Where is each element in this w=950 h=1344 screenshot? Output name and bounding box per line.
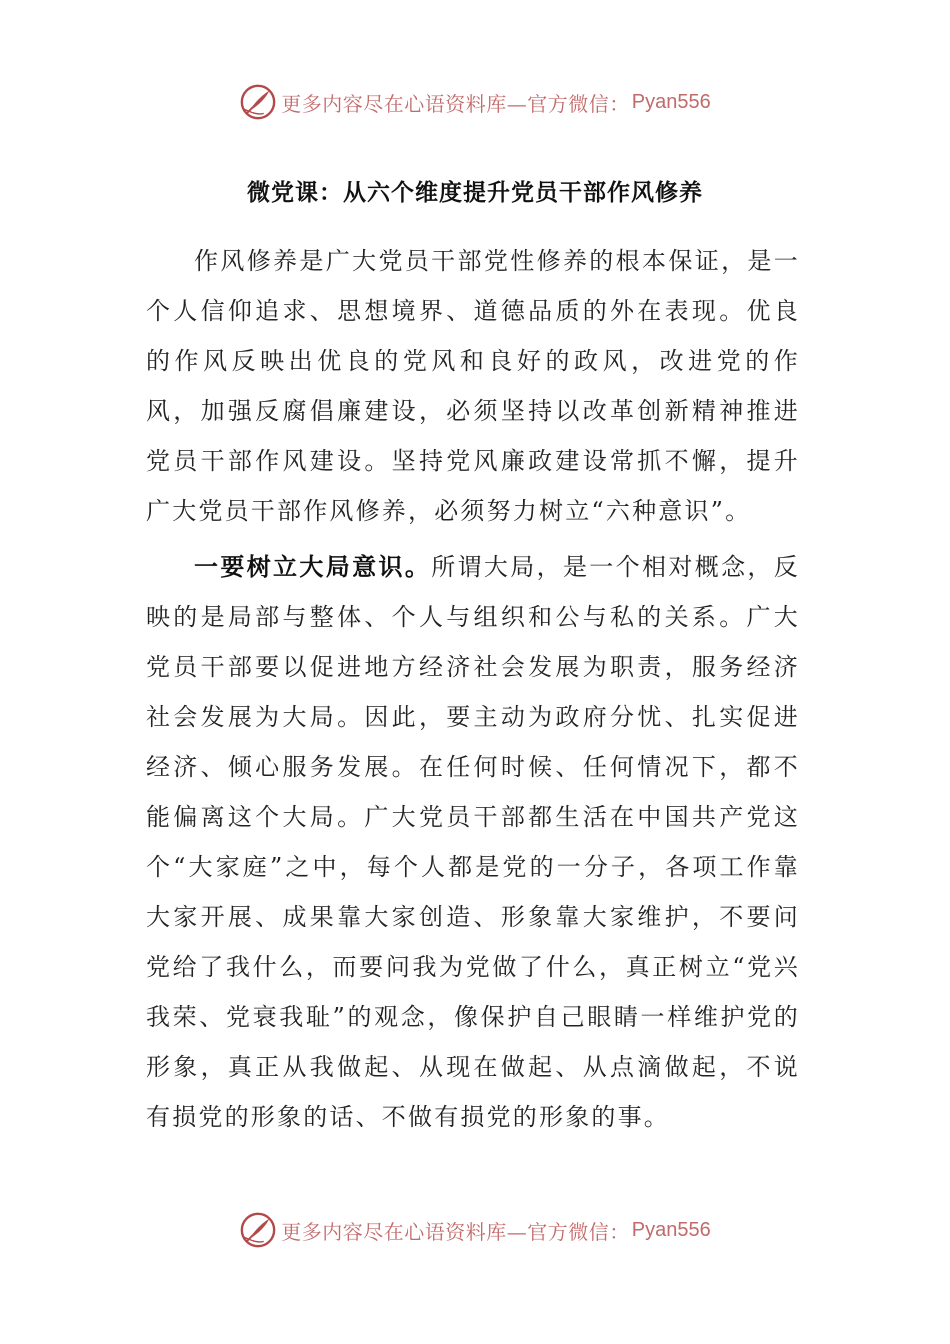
- banner-text: 更多内容尽在心语资料库—官方微信：: [281, 91, 630, 116]
- paragraph-text: 所谓大局，是一个相对概念，反映的是局部与整体、个人与组织和公与私的关系。广大党员干部要以促进地方经济社会发展为职责，服务经济社会发展为大局。因此，要主动为政府分忧、扎实促进经济、倾心服务发展。在任何时候、任何情况下，都不能偏离这个大局。广大党员干部都生活在中国共产党这个“大家庭”之中，每个人都是党的一分子，各项工作靠大家开展、成果靠大家创造、形象靠大家维护，不要问党给了我什么，而要问我为党做了什么，真正树立“党兴我荣、党衰我耻”的观念，像保护自己眼睛一样维护党的形象，真正从我做起、从现在做起、从点滴做起，不说有损党的形象的话、不做有损党的形象的事。: [146, 553, 800, 1131]
- banner-text: 更多内容尽在心语资料库—官方微信：: [281, 1219, 630, 1244]
- paragraph-big-picture: [146, 542, 800, 1142]
- paragraph-lead: 一要树立大局意识。: [194, 552, 432, 581]
- quill-pen-logo-icon: [239, 83, 277, 121]
- paragraph-intro: [146, 236, 800, 536]
- wechat-id: Pyan556: [631, 1218, 711, 1241]
- footer-banner: [0, 1208, 950, 1252]
- wechat-id: Pyan556: [631, 90, 711, 113]
- document-body: [146, 236, 800, 1142]
- header-banner: [0, 80, 950, 124]
- quill-pen-logo-icon: [239, 1211, 277, 1249]
- paragraph-text: 作风修养是广大党员干部党性修养的根本保证，是一个人信仰追求、思想境界、道德品质的外在表现。优良的作风反映出优良的党风和良好的政风，改进党的作风，加强反腐倡廉建设，必须坚持以改革创新精神推进党员干部作风建设。坚持党风廉政建设常抓不懈，提升广大党员干部作风修养，必须努力树立“六种意识”。: [146, 247, 800, 525]
- document-title: 微党课：从六个维度提升党员干部作风修养: [247, 179, 703, 206]
